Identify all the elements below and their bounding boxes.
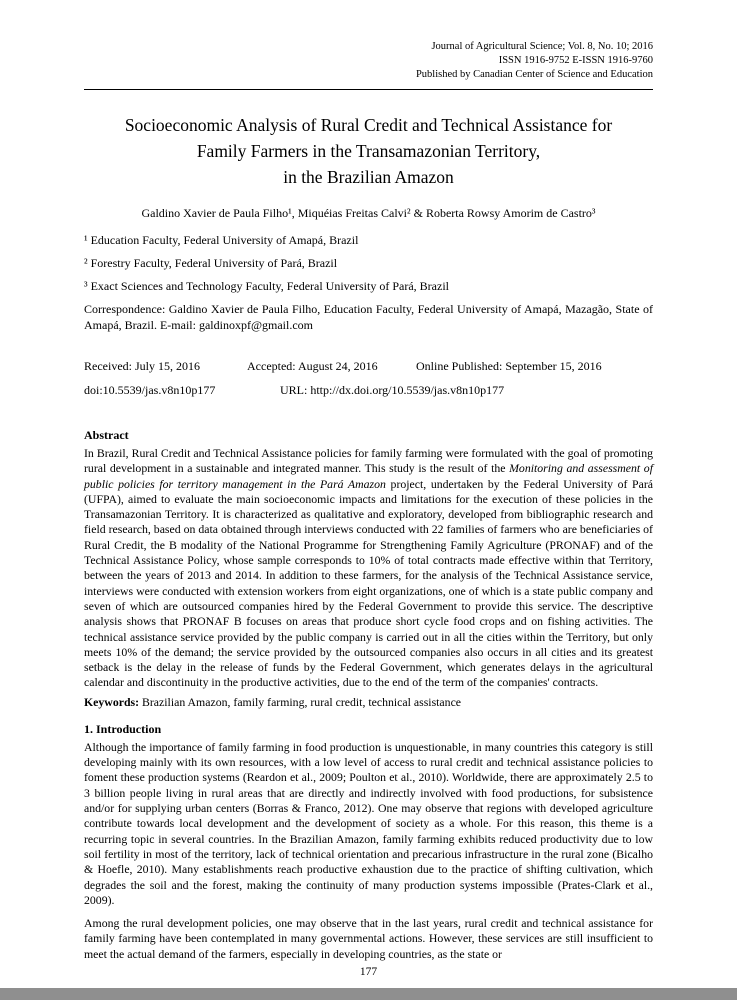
- abstract-project-title: Monitoring and assessment of public policies for territory management in the Pará Amazon: [84, 461, 653, 491]
- introduction-paragraph-1: Although the importance of family farming in food production is unquestionable, in many countries this category is still developing mainly with its own resources, with a low level of access to rural credit and technical assistance policies to foment these production systems (Reardon et al., 2009; Poulton et al., 2010). Worldwide, there are approximately 2.5 to 3 billion people living in rural areas that are directly and indirectly involved with food productions, for subsistence and/or for supplying urban centers (Borras & Franco, 2012). One may observe that regions with developed agriculture contribute towards local development and the development of society as a whole. For this reason, this theme is a recurring topic in several countries. In the Brazilian Amazon, family farming exhibits reduced productivity due to low soil fertility in most of the territory, lack of technical orientation and precarious infrastructure in the rural zone (Bicalho & Hoefle, 2010). Many establishments reach productive exhaustion due to the practice of shifting cultivation, which degrades the soil and the forest, making the continuity of many production systems impossible (Prates-Clark et al., 2009).: [84, 739, 653, 907]
- keywords-label: Keywords:: [84, 694, 140, 709]
- affiliation-3: ³ Exact Sciences and Technology Faculty, Federal University of Pará, Brazil: [84, 279, 449, 293]
- correspondence-paragraph: Correspondence: Galdino Xavier de Paula Filho, Education Faculty, Federal University of Amapá, Mazagão, State of Amapá, Brazil. E-mail: galdinoxpf@gmail.com: [84, 302, 653, 332]
- introduction-heading: 1. Introduction: [84, 721, 162, 736]
- dates-row: [84, 359, 653, 374]
- issn-line: ISSN 1916-9752 E-ISSN 1916-9760: [498, 55, 653, 66]
- keywords-line: [84, 695, 653, 710]
- abstract-paragraph: [84, 446, 653, 691]
- accepted-date: Accepted: August 24, 2016: [247, 359, 378, 373]
- paper-title: [84, 112, 653, 190]
- publisher-line: Published by Canadian Center of Science and Education: [415, 69, 653, 80]
- received-date: Received: July 15, 2016: [84, 359, 200, 373]
- abstract-heading: Abstract: [84, 428, 129, 442]
- journal-name-line: Journal of Agricultural Science; Vol. 8, No. 10; 2016: [431, 41, 653, 52]
- abstract-text-part1: In Brazil, Rural Credit and Technical Assistance policies for family farming were formulated with the goal of promoting rural development in a sustainable and integrated manner. This study is the result of the: [84, 446, 653, 476]
- introduction-paragraph-2: Among the rural development policies, one may observe that in the last years, rural credit and technical assistance for family farming have been contemplated in many governmental actions. However, these services are still insufficient to meet the actual demand of the farmers, especially in developing countries, as the state or: [84, 916, 653, 961]
- doi-row: [84, 383, 653, 398]
- online-published-date: Online Published: September 15, 2016: [416, 359, 602, 373]
- title-line-2: Family Farmers in the Transamazonian Territory,: [196, 141, 541, 161]
- affiliations: [84, 233, 653, 294]
- doi-url: URL: http://dx.doi.org/10.5539/jas.v8n10p177: [280, 383, 505, 397]
- title-line-1: Socioeconomic Analysis of Rural Credit and Technical Assistance for: [124, 115, 613, 135]
- doi-text: doi:10.5539/jas.v8n10p177: [84, 383, 216, 397]
- title-line-3: in the Brazilian Amazon: [283, 167, 454, 187]
- abstract-text-part2: project, undertaken by the Federal University of Pará (UFPA), aimed to evaluate the main socioeconomic impacts and limitations for the execution of these policies in the Transamazonian Territory. It is characterized as qualitative and exploratory, developed from bibliographic research and field research, based on data obtained through interviews conducted with 22 families of farmers who are beneficiaries of Rural Credit, the B modality of the National Programme for Strengthening Family Agriculture (PRONAF) and of the Technical Assistance Policy, whose sample corresponds to 10% of total contracts made effective within that Territory, between the years of 2013 and 2014. In addition to these farmers, for the analysis of the Technical Assistance service, interviews were conducted with extension workers from eight organizations, one of which is a state public company and seven of which are outsourced companies hired by the Federal Government to provide this service. The descriptive analysis shows that PRONAF B focuses on areas that produce short cycle food crops and on fishing activities. The technical assistance service provided by the public company is carried out in all the cities within the Territory, but only meets 10% of the demand; the service provided by the outsourced companies also occurs in all cities and its greatest setback is the delay in the release of funds by the Federal Government, which generates delays in the agricultural calendar and discontinuity in the productive activities, due to the end of the term of the companies' contracts.: [84, 476, 653, 690]
- journal-header: [84, 40, 653, 90]
- authors-line: Galdino Xavier de Paula Filho¹, Miquéias Freitas Calvi² & Roberta Rowsy Amorim de Castro³: [141, 206, 596, 220]
- page-number: 177: [359, 966, 378, 978]
- affiliation-1: ¹ Education Faculty, Federal University of Amapá, Brazil: [84, 233, 359, 247]
- affiliation-2: ² Forestry Faculty, Federal University of Pará, Brazil: [84, 256, 338, 270]
- keywords-text: Brazilian Amazon, family farming, rural credit, technical assistance: [139, 694, 462, 709]
